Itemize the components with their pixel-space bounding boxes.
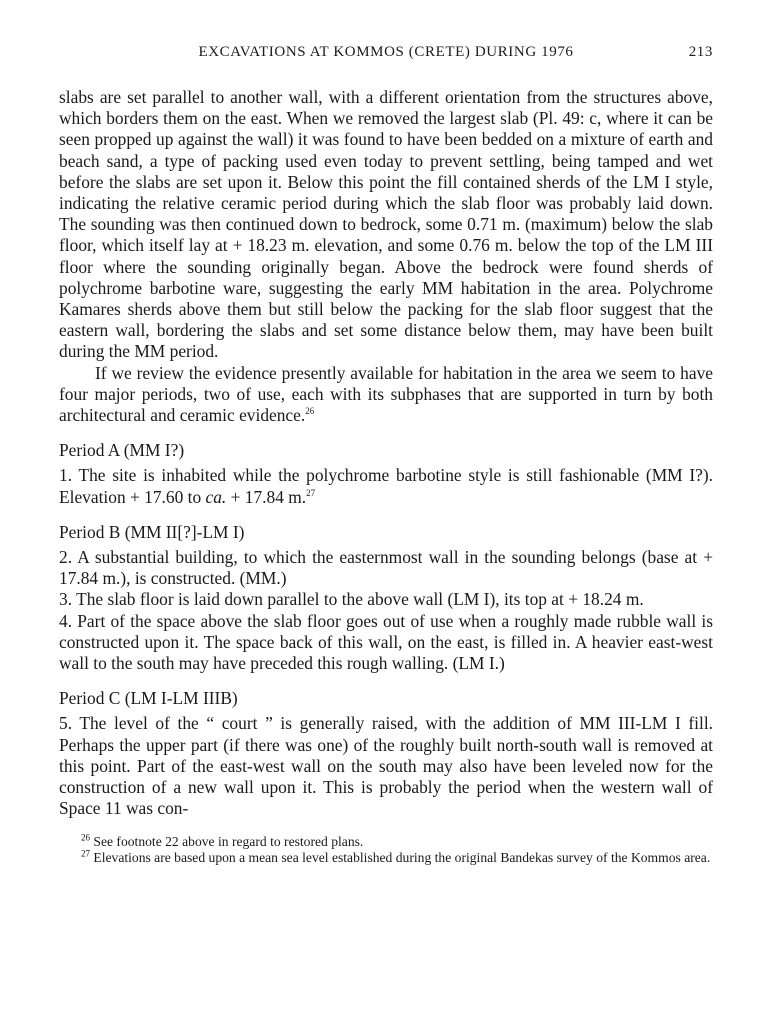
period-c-item-5: 5. The level of the “ court ” is generally raised, with the addition of MM III-LM I fill. Perhaps the upper part (if there was one) of the roughly built north-south wall is removed at this point. Part of the east-west wall on the south may also have been leveled now for the construction of a new wall upon it. This is probably the period when the western wall of Space 11 was con- (59, 713, 713, 819)
footnote-26 (59, 831, 713, 850)
footnote-text: Elevations are based upon a mean sea level established during the original Bandekas survey of the Kommos area. (93, 849, 711, 865)
item-text: 1. The site is inhabited while the polychrome barbotine style is still fashionable (MM I?). Elevation + 17.60 to (59, 465, 713, 507)
paragraph-2 (59, 363, 713, 427)
period-c-heading: Period C (LM I-LM IIIB) (59, 688, 238, 709)
footnote-text: See footnote 22 above in regard to restored plans. (93, 833, 364, 849)
footnote-27 (59, 847, 713, 866)
paragraph-2-text: If we review the evidence presently available for habitation in the area we seem to have four major periods, two of use, each with its subphases that are supported in turn by both architectural and ceramic evidence. (59, 362, 713, 426)
item-italic-abbrev: ca. (205, 486, 227, 507)
footnotes (59, 831, 713, 866)
period-b-item-3: 3. The slab floor is laid down parallel to the above wall (LM I), its top at + 18.24 m. (59, 589, 644, 610)
footnote-ref-27: 27 (306, 487, 316, 498)
page-number: 213 (688, 44, 713, 60)
item-text-after: + 17.84 m. (226, 486, 307, 507)
period-a-item-1 (59, 465, 713, 507)
period-a-heading: Period A (MM I?) (59, 440, 185, 461)
running-head (59, 44, 713, 70)
footnote-number: 26 (81, 831, 90, 842)
footnote-number: 27 (81, 847, 90, 858)
period-b-item-4: 4. Part of the space above the slab floor goes out of use when a roughly made rubble wall is constructed upon it. The space back of this wall, on the east, is filled in. A heavier east-west wall to the south may have preceded this rough walling. (LM I.) (59, 610, 713, 674)
period-b-heading: Period B (MM II[?]-LM I) (59, 521, 245, 542)
period-b-item-2: 2. A substantial building, to which the easternmost wall in the sounding belongs (base at + 17.84 m.), is constructed. (MM.) (59, 547, 713, 589)
footnote-ref-26: 26 (305, 406, 315, 417)
running-title: EXCAVATIONS AT KOMMOS (CRETE) DURING 1976 (198, 44, 574, 60)
paragraph-1: slabs are set parallel to another wall, with a different orientation from the structures above, which borders them on the east. When we removed the largest slab (Pl. 49: c, where it can be seen propped up against the wall) it was found to have been bedded on a mixture of earth and beach sand, a type of packing used even today to prevent settling, being tamped and wet before the slabs are set upon it. Below this point the fill contained sherds of the LM I style, indicating the relative ceramic period during which the slab floor was probably laid down. The sounding was then continued down to bedrock, some 0.71 m. (maximum) below the slab floor, which itself lay at + 18.23 m. elevation, and some 0.76 m. below the top of the LM III floor where the sounding originally began. Above the bedrock were found sherds of polychrome barbotine ware, suggesting the early MM habitation in the area. Polychrome Kamares sherds above them but still below the packing for the slab floor suggest that the eastern wall, bordering the slabs and set some distance below them, may have been built during the MM period. (59, 87, 713, 362)
body-text (59, 87, 713, 820)
page (59, 44, 713, 866)
